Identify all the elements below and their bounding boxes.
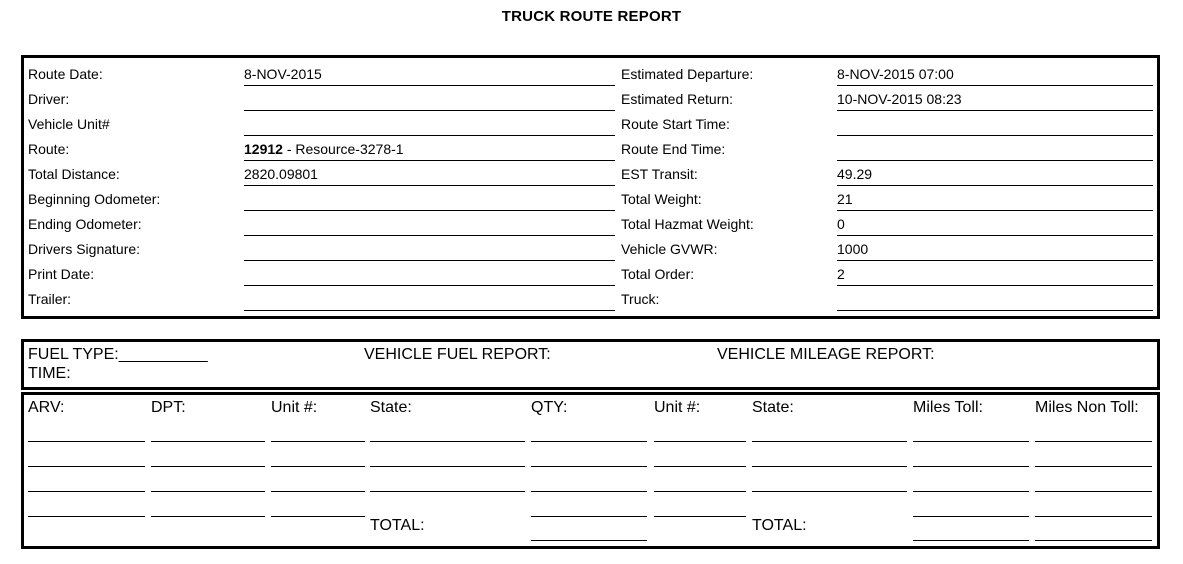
route-name: - Resource-3278-1 [282, 141, 404, 157]
vehicle-mileage-report-label: VEHICLE MILEAGE REPORT: [717, 346, 935, 363]
fuel-total-label: TOTAL: [370, 517, 425, 534]
fuel-type-label: FUEL TYPE:__________ [28, 346, 208, 363]
field-label: Ending Odometer: [28, 216, 142, 232]
log-entry-line[interactable] [28, 516, 145, 517]
log-entry-line[interactable] [752, 441, 907, 442]
field-label: Route: [28, 141, 70, 157]
field-label: Route Start Time: [621, 116, 730, 132]
log-entry-line[interactable] [271, 466, 365, 467]
field-label: Vehicle Unit# [28, 116, 110, 132]
log-entry-line[interactable] [370, 466, 525, 467]
field-label: Trailer: [28, 291, 72, 307]
log-entry-line[interactable] [271, 491, 365, 492]
field-underline [244, 160, 615, 161]
field-label: Total Order: [621, 266, 695, 282]
log-entry-line[interactable] [28, 441, 145, 442]
column-header: DPT: [151, 399, 186, 416]
log-entry-line[interactable] [151, 516, 265, 517]
route-number: 12912 [244, 141, 283, 157]
column-header: State: [370, 399, 412, 416]
log-entry-line[interactable] [752, 491, 907, 492]
time-label: TIME: [28, 365, 71, 382]
log-entry-line[interactable] [654, 466, 746, 467]
field-label: Route End Time: [621, 141, 726, 157]
field-label: Truck: [621, 291, 660, 307]
field-label: Beginning Odometer: [28, 191, 161, 207]
field-label: Estimated Return: [621, 91, 734, 107]
log-entry-line[interactable] [654, 491, 746, 492]
log-entry-line[interactable] [1035, 491, 1152, 492]
vehicle-fuel-report-label: VEHICLE FUEL REPORT: [364, 346, 551, 363]
total-entry-line[interactable] [531, 540, 647, 541]
field-underline [837, 135, 1153, 136]
log-entry-line[interactable] [370, 441, 525, 442]
field-underline [244, 285, 615, 286]
field-underline [837, 85, 1153, 86]
log-entry-line[interactable] [654, 516, 746, 517]
column-header: Unit #: [271, 399, 318, 416]
column-header: QTY: [531, 399, 568, 416]
field-label: Total Distance: [28, 166, 120, 182]
log-entry-line[interactable] [1035, 466, 1152, 467]
field-value: 21 [837, 191, 853, 207]
field-underline [244, 235, 615, 236]
total-entry-line[interactable] [913, 540, 1029, 541]
field-underline [837, 285, 1153, 286]
log-entry-line[interactable] [1035, 516, 1152, 517]
field-underline [837, 235, 1153, 236]
field-value [244, 141, 404, 157]
log-entry-line[interactable] [531, 516, 647, 517]
log-entry-line[interactable] [913, 441, 1029, 442]
field-underline [837, 160, 1153, 161]
field-value: 0 [837, 216, 845, 232]
field-value: 8-NOV-2015 [244, 66, 322, 82]
field-underline [837, 260, 1153, 261]
field-label: Print Date: [28, 266, 95, 282]
log-table-section [21, 392, 1160, 549]
field-label: Driver: [28, 91, 70, 107]
log-entry-line[interactable] [654, 441, 746, 442]
field-underline [837, 110, 1153, 111]
field-label: Total Hazmat Weight: [621, 216, 754, 232]
log-entry-line[interactable] [151, 466, 265, 467]
log-entry-line[interactable] [913, 466, 1029, 467]
field-value: 49.29 [837, 166, 873, 182]
field-label: EST Transit: [621, 166, 698, 182]
field-label: Total Weight: [621, 191, 702, 207]
field-value: 10-NOV-2015 08:23 [837, 91, 962, 107]
log-entry-line[interactable] [271, 516, 365, 517]
field-underline [244, 185, 615, 186]
log-entry-line[interactable] [271, 441, 365, 442]
log-entry-line[interactable] [913, 491, 1029, 492]
log-entry-line[interactable] [531, 441, 647, 442]
field-underline [837, 310, 1153, 311]
report-title: TRUCK ROUTE REPORT [501, 8, 682, 25]
field-value: 1000 [837, 241, 869, 257]
field-underline [244, 310, 615, 311]
total-entry-line[interactable] [1035, 540, 1152, 541]
field-label: Drivers Signature: [28, 241, 141, 257]
column-header: State: [752, 399, 794, 416]
column-header: ARV: [28, 399, 65, 416]
field-underline [244, 260, 615, 261]
field-underline [837, 210, 1153, 211]
field-value: 2 [837, 266, 845, 282]
field-value: 2820.09801 [244, 166, 318, 182]
log-entry-line[interactable] [28, 466, 145, 467]
field-underline [244, 210, 615, 211]
field-value: 8-NOV-2015 07:00 [837, 66, 954, 82]
log-entry-line[interactable] [531, 491, 647, 492]
field-underline [244, 135, 615, 136]
field-underline [837, 185, 1153, 186]
log-entry-line[interactable] [1035, 441, 1152, 442]
log-entry-line[interactable] [531, 466, 647, 467]
field-label: Route Date: [28, 66, 103, 82]
log-entry-line[interactable] [913, 516, 1029, 517]
field-underline [244, 110, 615, 111]
route-info-section [21, 55, 1160, 319]
column-header: Miles Toll: [913, 399, 983, 416]
column-header: Unit #: [654, 399, 701, 416]
column-header: Miles Non Toll: [1035, 399, 1139, 416]
log-entry-line[interactable] [28, 491, 145, 492]
field-label: Vehicle GVWR: [621, 241, 718, 257]
log-entry-line[interactable] [752, 466, 907, 467]
log-entry-line[interactable] [370, 491, 525, 492]
field-label: Estimated Departure: [621, 66, 754, 82]
field-underline [244, 85, 615, 86]
log-entry-line[interactable] [151, 441, 265, 442]
mileage-total-label: TOTAL: [752, 517, 807, 534]
log-entry-line[interactable] [151, 491, 265, 492]
